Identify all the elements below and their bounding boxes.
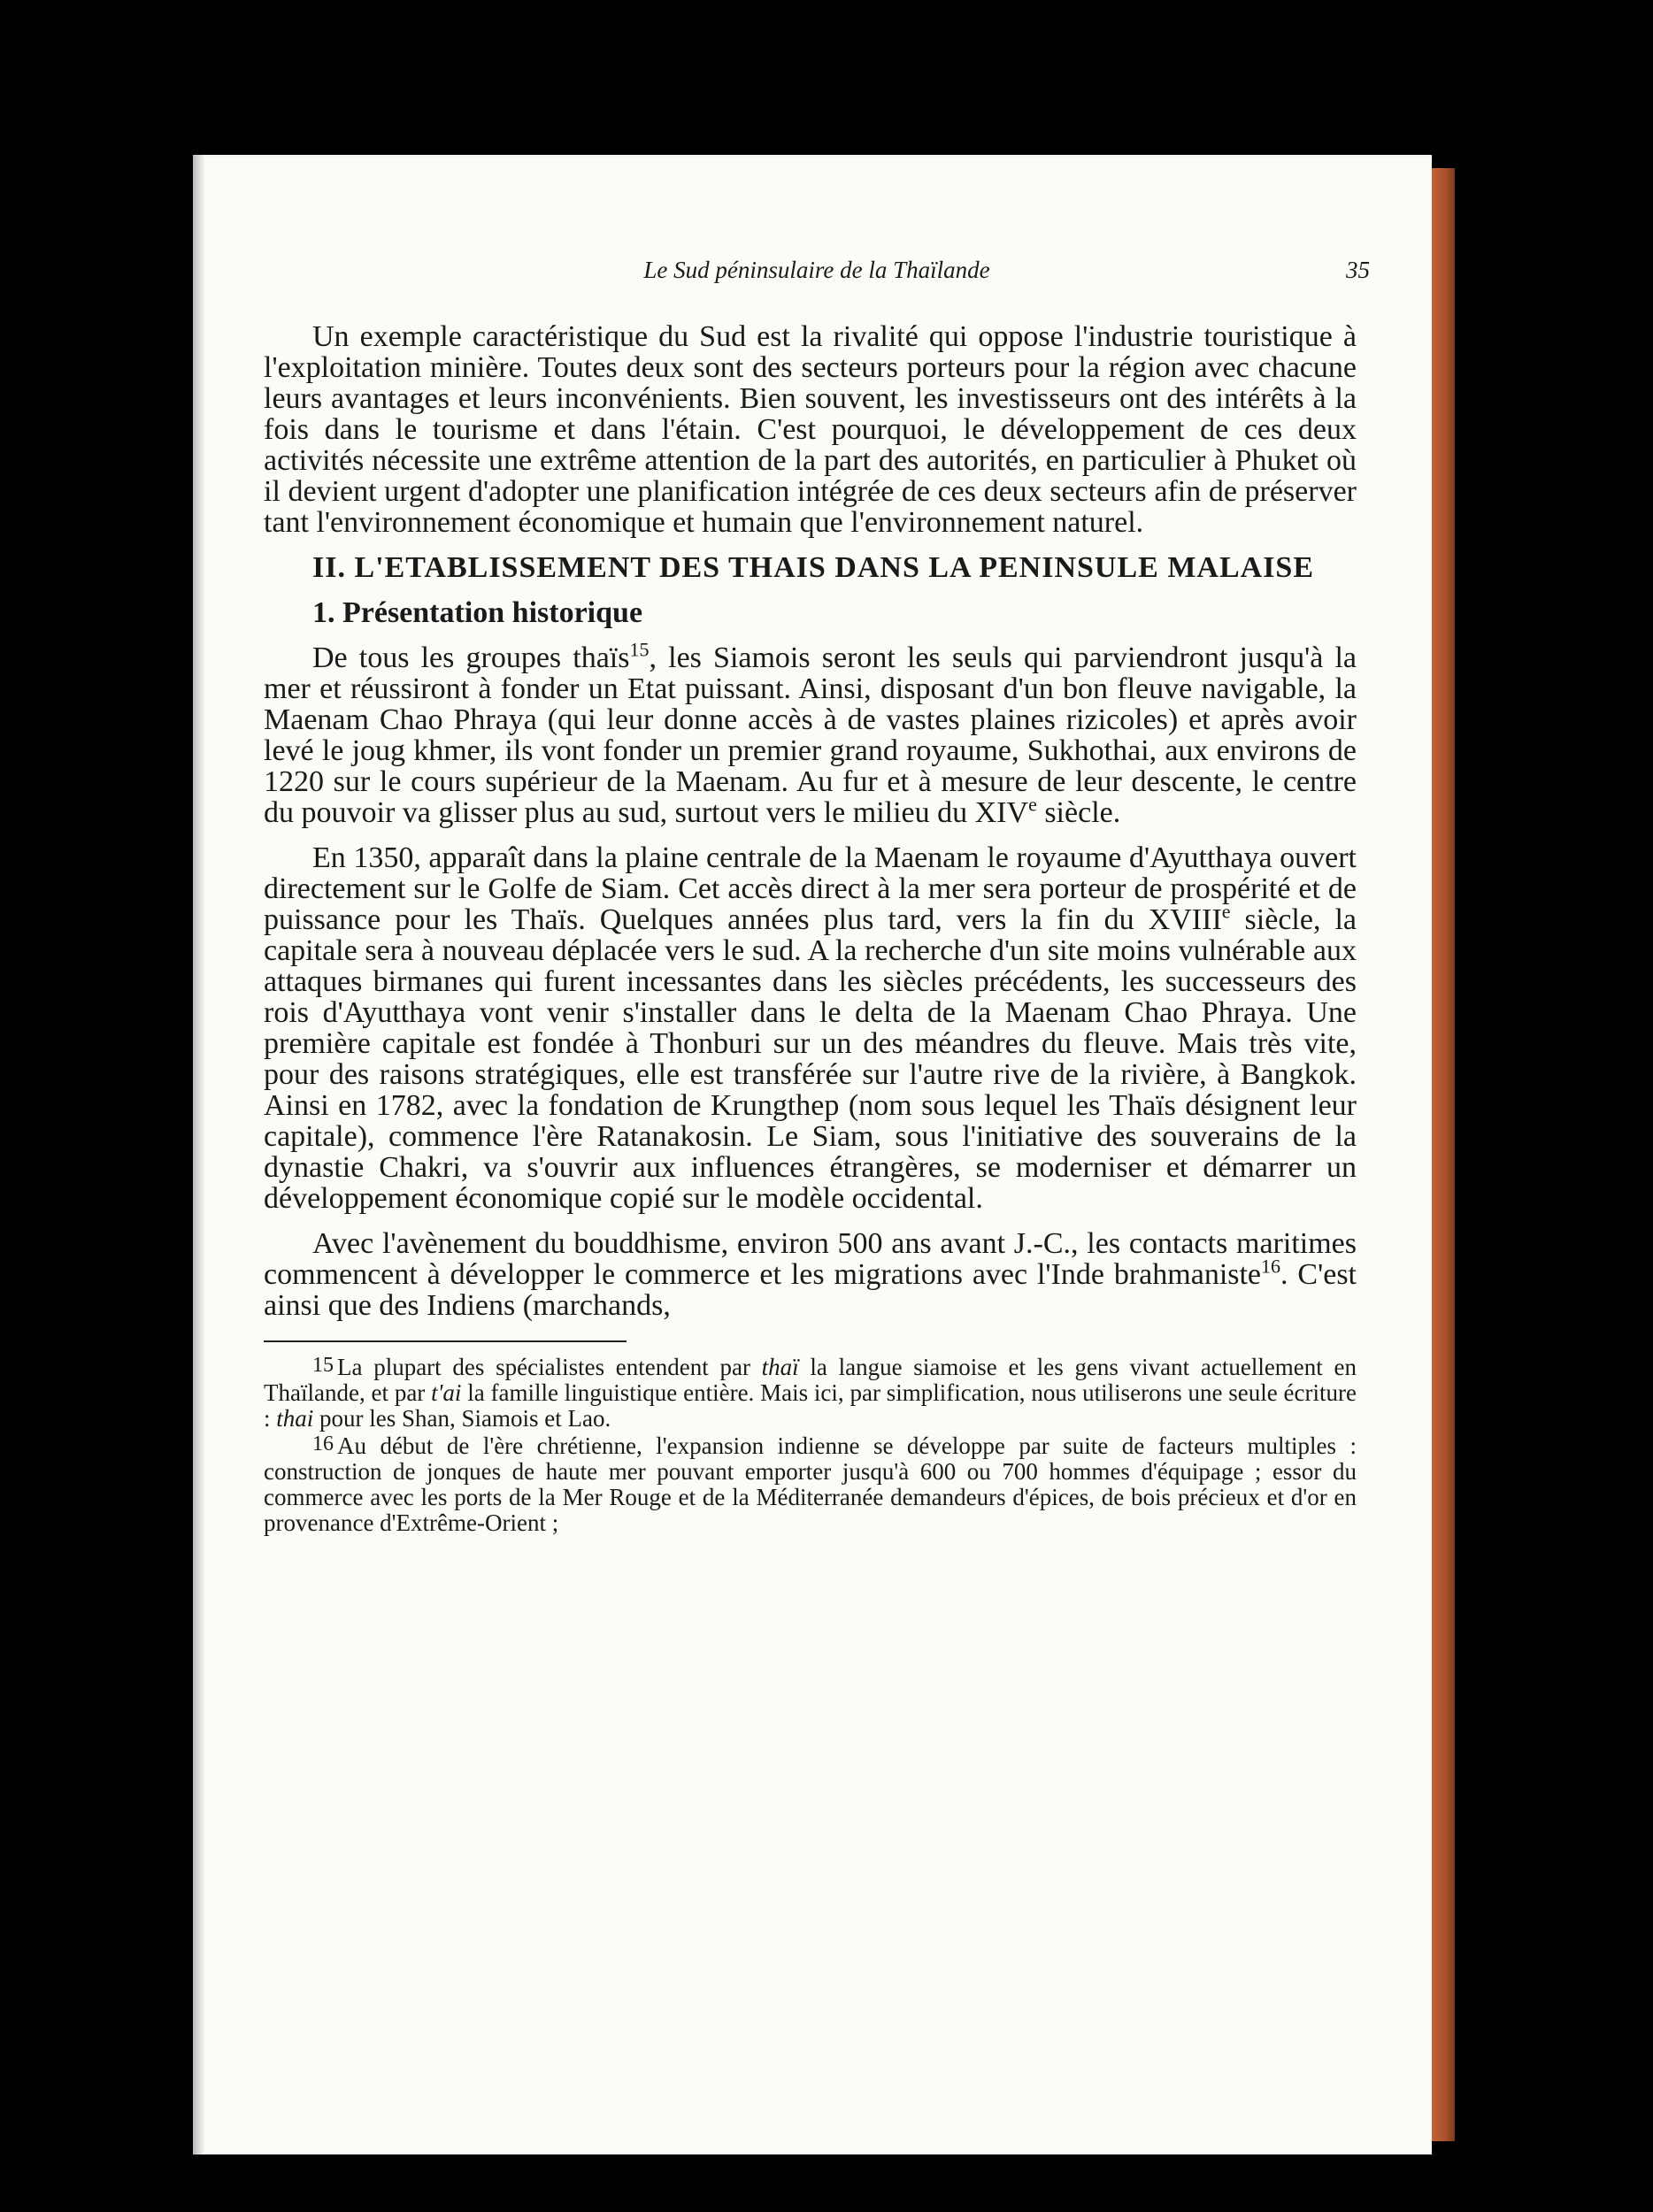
italic-term: thaï (761, 1354, 799, 1380)
footnote-16 (264, 1432, 1357, 1536)
page-spine-shadow (193, 155, 205, 2154)
text-run: La plupart des spécialistes entendent par (337, 1354, 762, 1380)
text-run: la famille linguistique entière. Mais ici, par simplification, nous utiliserons une seule écriture : (264, 1379, 1357, 1432)
text-run: De tous les groupes thaïs (312, 641, 630, 674)
page-body (264, 321, 1357, 1536)
footnote-ref-15[interactable]: 15 (629, 638, 650, 661)
superscript: e (1221, 900, 1231, 923)
paragraph-thai-groups (264, 638, 1357, 829)
footnote-separator (264, 1340, 627, 1342)
footnote-ref-16[interactable]: 16 (1261, 1255, 1281, 1278)
text-run: pour les Shan, Siamois et Lao. (313, 1405, 611, 1432)
text-run: , les Siamois seront les seuls qui parviendront jusqu'à la mer et réussiront à fonder un Etat puissant. Ainsi, disposant d'un bon fleuve navigable, la Maenam Chao Phraya (qui leur donne accès à de vastes plaines rizicoles) et après avoir levé le joug khmer, ils vont fonder un premier grand royaume, Sukhothai, aux environs de 1220 sur le cours supérieur de la Maenam. Au fur et à mesure de leur descente, le centre du pouvoir va glisser plus au sud, surtout vers le milieu du XIV (264, 641, 1357, 829)
section-title: II. L'ETABLISSEMENT DES THAIS DANS LA PENINSULE MALAISE (312, 551, 1315, 584)
text-run: En 1350, apparaît dans la plaine centrale de la Maenam le royaume d'Ayutthaya ouvert directement sur le Golfe de Siam. Cet accès direct à la mer sera porteur de prospérité et de puissance pour les Thaïs. Quelques années plus tard, vers la fin du XVIII (264, 841, 1357, 936)
paragraph-buddhism (264, 1228, 1357, 1321)
page-number: 35 (1346, 257, 1370, 283)
text-run: . C'est ainsi que des Indiens (marchands, (264, 1258, 1357, 1322)
footnotes (264, 1353, 1357, 1536)
running-title: Le Sud péninsulaire de la Thaïlande (643, 257, 990, 283)
italic-term: thai (276, 1405, 314, 1432)
paragraph-tourism-mining: Un exemple caractéristique du Sud est la rivalité qui oppose l'industrie touristique à l'exploitation minière. Toutes deux sont des secteurs porteurs pour la région avec chacune leurs avantages et leurs inconvénients. Bien souvent, les investisseurs ont des intérêts à la fois dans le tourisme et dans l'étain. C'est pourquoi, le développement de ces deux activités nécessite une extrême attention de la part des autorités, en particulier à Phuket où il devient urgent d'adopter une planification intégrée de ces deux secteurs afin de préserver tant l'environnement économique et humain que l'environnement naturel. (264, 320, 1357, 539)
page-header (264, 257, 1370, 296)
subsection-title: 1. Présentation historique (312, 596, 643, 629)
text-run: la langue siamoise et les gens vivant actuellement en Thaïlande, et par (264, 1354, 1357, 1406)
superscript: e (1028, 793, 1037, 816)
text-run: siècle. (1036, 796, 1121, 829)
italic-term: t'ai (431, 1379, 462, 1406)
text-run: siècle, la capitale sera à nouveau déplacée vers le sud. A la recherche d'un site moins vulnérable aux attaques birmanes qui furent incessantes dans les siècles précédents, les successeurs des rois d'Ayutthaya vont venir s'installer dans le delta de la Maenam Chao Phraya. Une première capitale est fondée à Thonburi sur un des méandres du fleuve. Mais très vite, pour des raisons stratégiques, elle est transférée sur l'autre rive de la rivière, à Bangkok. Ainsi en 1782, avec la fondation de Krungthep (nom sous lequel les Thaïs désignent leur capitale), commence l'ère Ratanakosin. Le Siam, sous l'initiative des souverains de la dynastie Chakri, va s'ouvrir aux influences étrangères, se moderniser et démarrer un développement économique copié sur le modèle occidental. (264, 903, 1357, 1215)
footnote-15 (264, 1353, 1357, 1432)
footnote-number: 16 (312, 1432, 334, 1455)
text-run: Au début de l'ère chrétienne, l'expansion indienne se développe par suite de facteurs multiples : construction de jonques de haute mer pouvant emporter jusqu'à 600 ou 700 hommes d'équipage ; essor du commerce avec les ports de la Mer Rouge et de la Méditerranée demandeurs d'épices, de bois précieux et d'or en provenance d'Extrême-Orient ; (264, 1432, 1357, 1536)
text-run: Avec l'avènement du bouddhisme, environ 500 ans avant J.-C., les contacts maritimes commencent à développer le commerce et les migrations avec l'Inde brahmaniste (264, 1227, 1357, 1291)
paragraph-ayutthaya (264, 842, 1357, 1214)
footnote-number: 15 (312, 1354, 334, 1377)
book-page (193, 155, 1432, 2154)
